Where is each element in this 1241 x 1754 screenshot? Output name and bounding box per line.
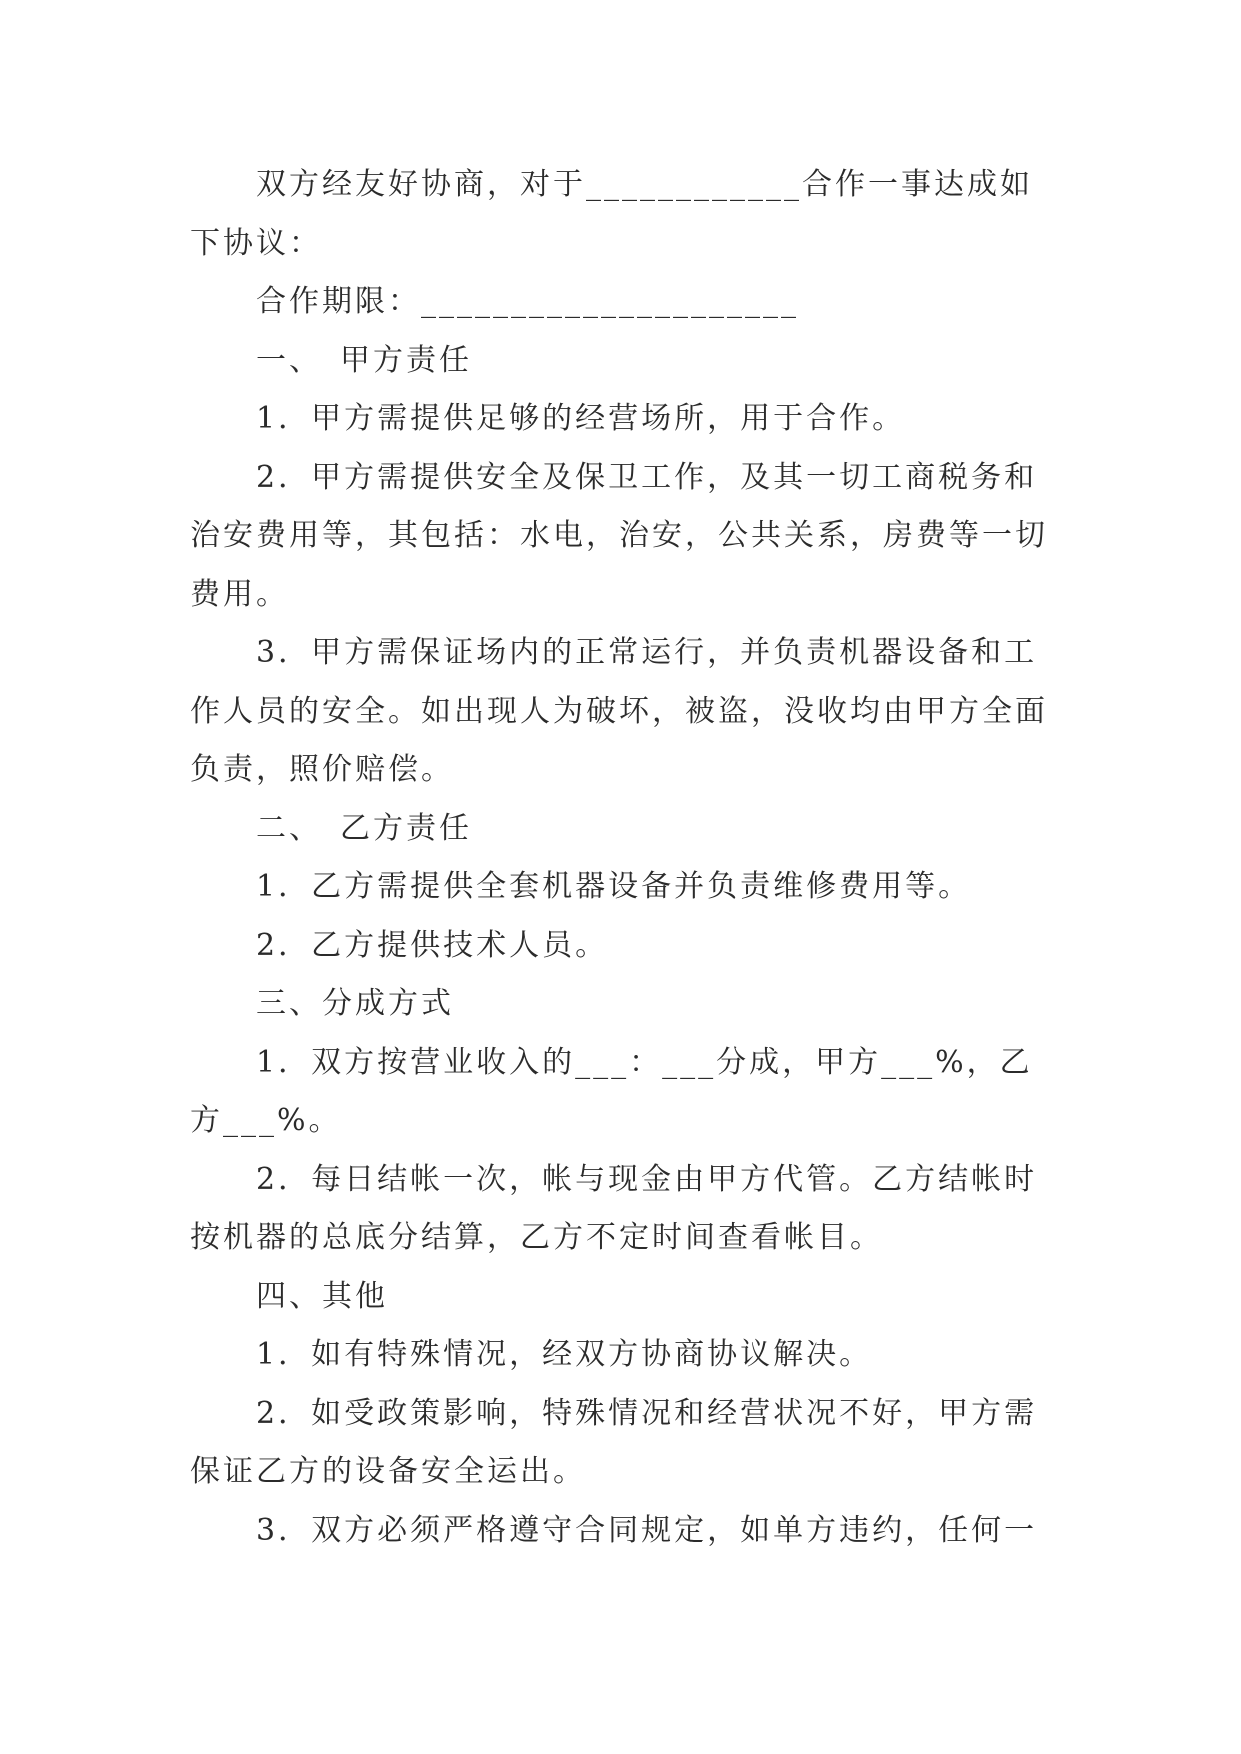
clause-a-3: 3．甲方需保证场内的正常运行，并负责机器设备和工作人员的安全。如出现人为破坏，被盗，没收均由甲方全面负责，照价赔偿。 [190, 635, 1048, 787]
clause-split-1: 1．双方按营业收入的___：___分成，甲方___%，乙方___%。 [190, 1044, 1033, 1138]
paragraph-term: 合作期限：_____________________ [256, 284, 799, 319]
clause-other-1: 1．如有特殊情况，经双方协商协议解决。 [256, 1337, 873, 1372]
clause-a-1: 1．甲方需提供足够的经营场所，用于合作。 [256, 401, 906, 436]
section-heading-revenue-split: 三、分成方式 [256, 986, 454, 1021]
clause-b-1: 1．乙方需提供全套机器设备并负责维修费用等。 [256, 869, 972, 904]
clause-other-2: 2．如受政策影响，特殊情况和经营状况不好，甲方需保证乙方的设备安全运出。 [190, 1395, 1038, 1489]
section-heading-other: 四、其他 [256, 1278, 388, 1314]
clause-other-3: 3．双方必须严格遵守合同规定，如单方违约，任何一 [256, 1512, 1038, 1548]
section-heading-party-b: 二、 乙方责任 [256, 810, 472, 846]
clause-b-2: 2．乙方提供技术人员。 [256, 927, 609, 963]
clause-a-2: 2．甲方需提供安全及保卫工作，及其一切工商税务和治安费用等，其包括：水电，治安，公共关系，房费等一切费用。 [190, 459, 1048, 612]
section-heading-party-a: 一、 甲方责任 [256, 342, 472, 378]
document-body [190, 156, 1050, 1560]
paragraph-intro: 双方经友好协商，对于____________合作一事达成如下协议： [190, 167, 1033, 261]
clause-split-2: 2．每日结帐一次，帐与现金由甲方代管。乙方结帐时按机器的总底分结算，乙方不定时间查看帐目。 [190, 1161, 1038, 1255]
